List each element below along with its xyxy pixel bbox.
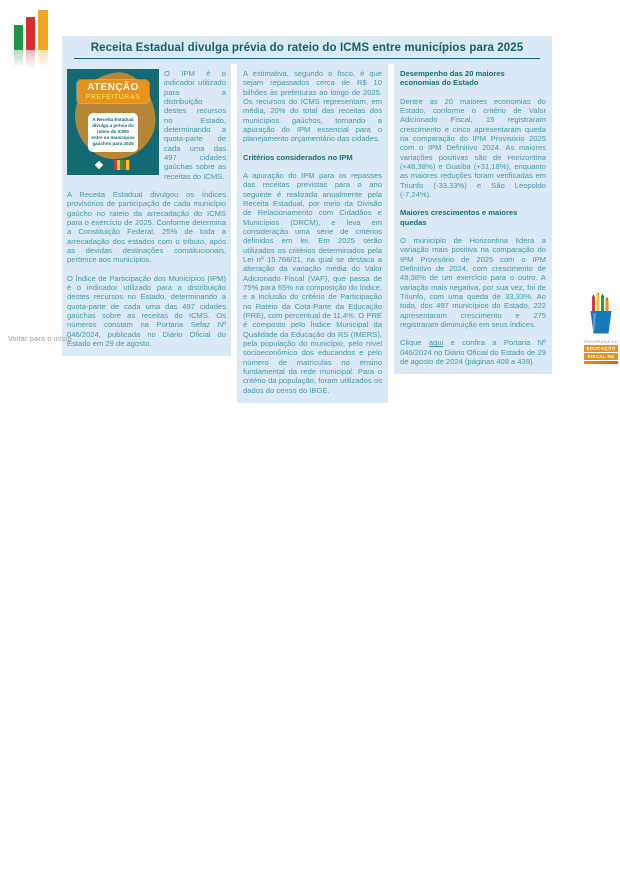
- logo-bar-green: [14, 25, 23, 50]
- link-prefix-text: Clique: [400, 338, 429, 348]
- col3-section-heading-2: Maiores crescimentos e maiores quedas: [400, 208, 518, 227]
- badge-title: ATENÇÃO: [87, 82, 139, 93]
- speech-bubble: [88, 113, 138, 152]
- promo-footer-logos: [67, 160, 159, 170]
- col2-paragraph-2: A apuração do IPM para os repasses das receitas previstas para o ano seguinte é realizada anualmente pela Receita Estadual, por meio da Divisão de Relacionamento com Cidadãos e Municípios (DRCM), e leva em consideração uma série de critérios definidos em lei. Em 2025 serão utilizados os critérios determinados pela Lei nº 15.766/21, na qual se destaca a alteração da variação média do Valor Adicionado Fiscal (VAF), que passa de 75% para 65% na composição do índice, e a inclusão do critério de Participação no Rateio da Cota-Parte da Educação (PRE), com percentual de 11,4%. O PRE é composto pelo Índice Municipal da Qualidade da Educação do RS (IMERS), pela população do município, pelo nível socioeconômico dos educandos e pelo número de matrículas no ensino fundamental da rede municipal. Para o critério da população, foram utilizados os dados do censo do IBGE.: [243, 170, 382, 395]
- program-logo-line3: FISCAL RS: [584, 353, 618, 360]
- col2-section-heading: Critérios considerados no IPM: [243, 152, 353, 162]
- col3-paragraph-2: O município de Horizontina lidera a variação mais positiva na comparação do IPM Provisório de 2025 com o IPM Definitivo de 2024, com crescimento de 48,38% de um exercício para o outro. A variação mais negativa, por sua vez, foi de Triunfo, com uma queda de 33,33%. Ao todo, dos 497 municípios do Estado, 222 apresentaram crescimento e 275 registraram diminuição em seus índices.: [400, 235, 546, 329]
- speech-bubble-text: A Receita Estadual divulga a prévia do rateio do ICMS entre os municípios gaúchos para 2025: [91, 117, 135, 146]
- receita-estadual-logo-icon: [114, 160, 130, 170]
- portaria-link[interactable]: aqui: [428, 338, 444, 348]
- program-logo-tagline-bar: [584, 361, 618, 364]
- sefaz-mini-logo-icon: [95, 161, 103, 169]
- bulletin-article: [62, 36, 552, 403]
- article-column-1: [62, 64, 231, 356]
- program-logo-line1: PROGRAMA DE: [584, 340, 618, 344]
- title-band: [62, 36, 552, 64]
- link-suffix-text: e confira a Portaria Nº 046/2024 no Diário Oficial do Estado de 29 de agosto de 2024 (páginas 408 a 439).: [400, 338, 547, 366]
- title-underline: [74, 58, 540, 59]
- col3-section-heading-1: Desempenho das 20 maiores economias do Estado: [400, 69, 505, 88]
- page-title: Receita Estadual divulga prévia do rateio do ICMS entre municípios para 2025: [90, 42, 524, 54]
- logo-bar-reflection: [26, 50, 35, 68]
- pencil-cup-icon: [584, 292, 618, 334]
- article-column-3: [394, 64, 552, 374]
- col3-paragraph-1: Dentre as 20 maiores economias do Estado, conforme o critério de Valor Adicionado Fiscal, 15 registraram crescimento e cinco apresentaram queda na comparação do IPM Provisório 2025 com o IPM Definitivo 2024. As maiores variações positivas são de Horizontina (+48,38%) e Guaíba (+31,18%), enquanto as maiores reduções foram verificadas em Triunfo (-33,33%) e São Leopoldo (-7,24%).: [400, 96, 546, 199]
- col2-paragraph-1: A estimativa, segundo o fisco, é que sejam repassados cerca de R$ 10 bilhões às prefeituras ao longo de 2025. Os recursos do ICMS representam, em média, 20% do total das receitas dos municípios gaúchos, tornando a apuração do IPM essencial para o planejamento orçamentário das cidades.: [243, 69, 382, 144]
- col1-paragraph-1: A Receita Estadual divulgou os índices provisórios de participação de cada município gaúcho no rateio da arrecadação do ICMS para o exercício de 2025. Conforme determina a Constituição Federal, 25% de toda a arrecadação dos estados com o tributo, após as devidas destinações constitucionais, pertence aos municípios.: [67, 189, 226, 265]
- atencao-prefeituras-image: [67, 69, 159, 175]
- logo-bar-orange: [38, 10, 48, 50]
- article-column-2: [237, 64, 388, 403]
- bar-chart-logo-icon: [12, 8, 64, 72]
- logo-bar-reflection: [14, 50, 23, 68]
- badge-subtitle: PREFEITURAS: [85, 93, 141, 101]
- logo-bar-red: [26, 17, 35, 50]
- col1-paragraph-2: O Índice de Participação dos Municípios (IPM) é o indicador utilizado para a distribuição destes recursos no Estado, determinando a quota-parte de cada uma das 497 cidades gaúchas sobre as receitas do ICMS. Os números constam na Portaria Sefaz Nº 046/2024, publicada no Diário Oficial do Estado em 29 de agosto.: [67, 273, 226, 348]
- col3-paragraph-3: [400, 338, 546, 366]
- attention-badge: [77, 80, 149, 103]
- col1-intro-paragraph: O IPM é o indicador utilizado para a distribuição destes recursos no Estado, determinando a quota-parte de cada uma das 497 cidades gaúchas sobre as receitas do ICMS.: [164, 69, 226, 181]
- logo-bar-reflection: [38, 50, 48, 68]
- program-logo-line2: EDUCAÇÃO: [584, 345, 618, 352]
- educacao-fiscal-program-logo: [584, 292, 618, 364]
- article-columns: [62, 64, 552, 403]
- back-to-top-link[interactable]: Voltar para o início: [8, 336, 72, 343]
